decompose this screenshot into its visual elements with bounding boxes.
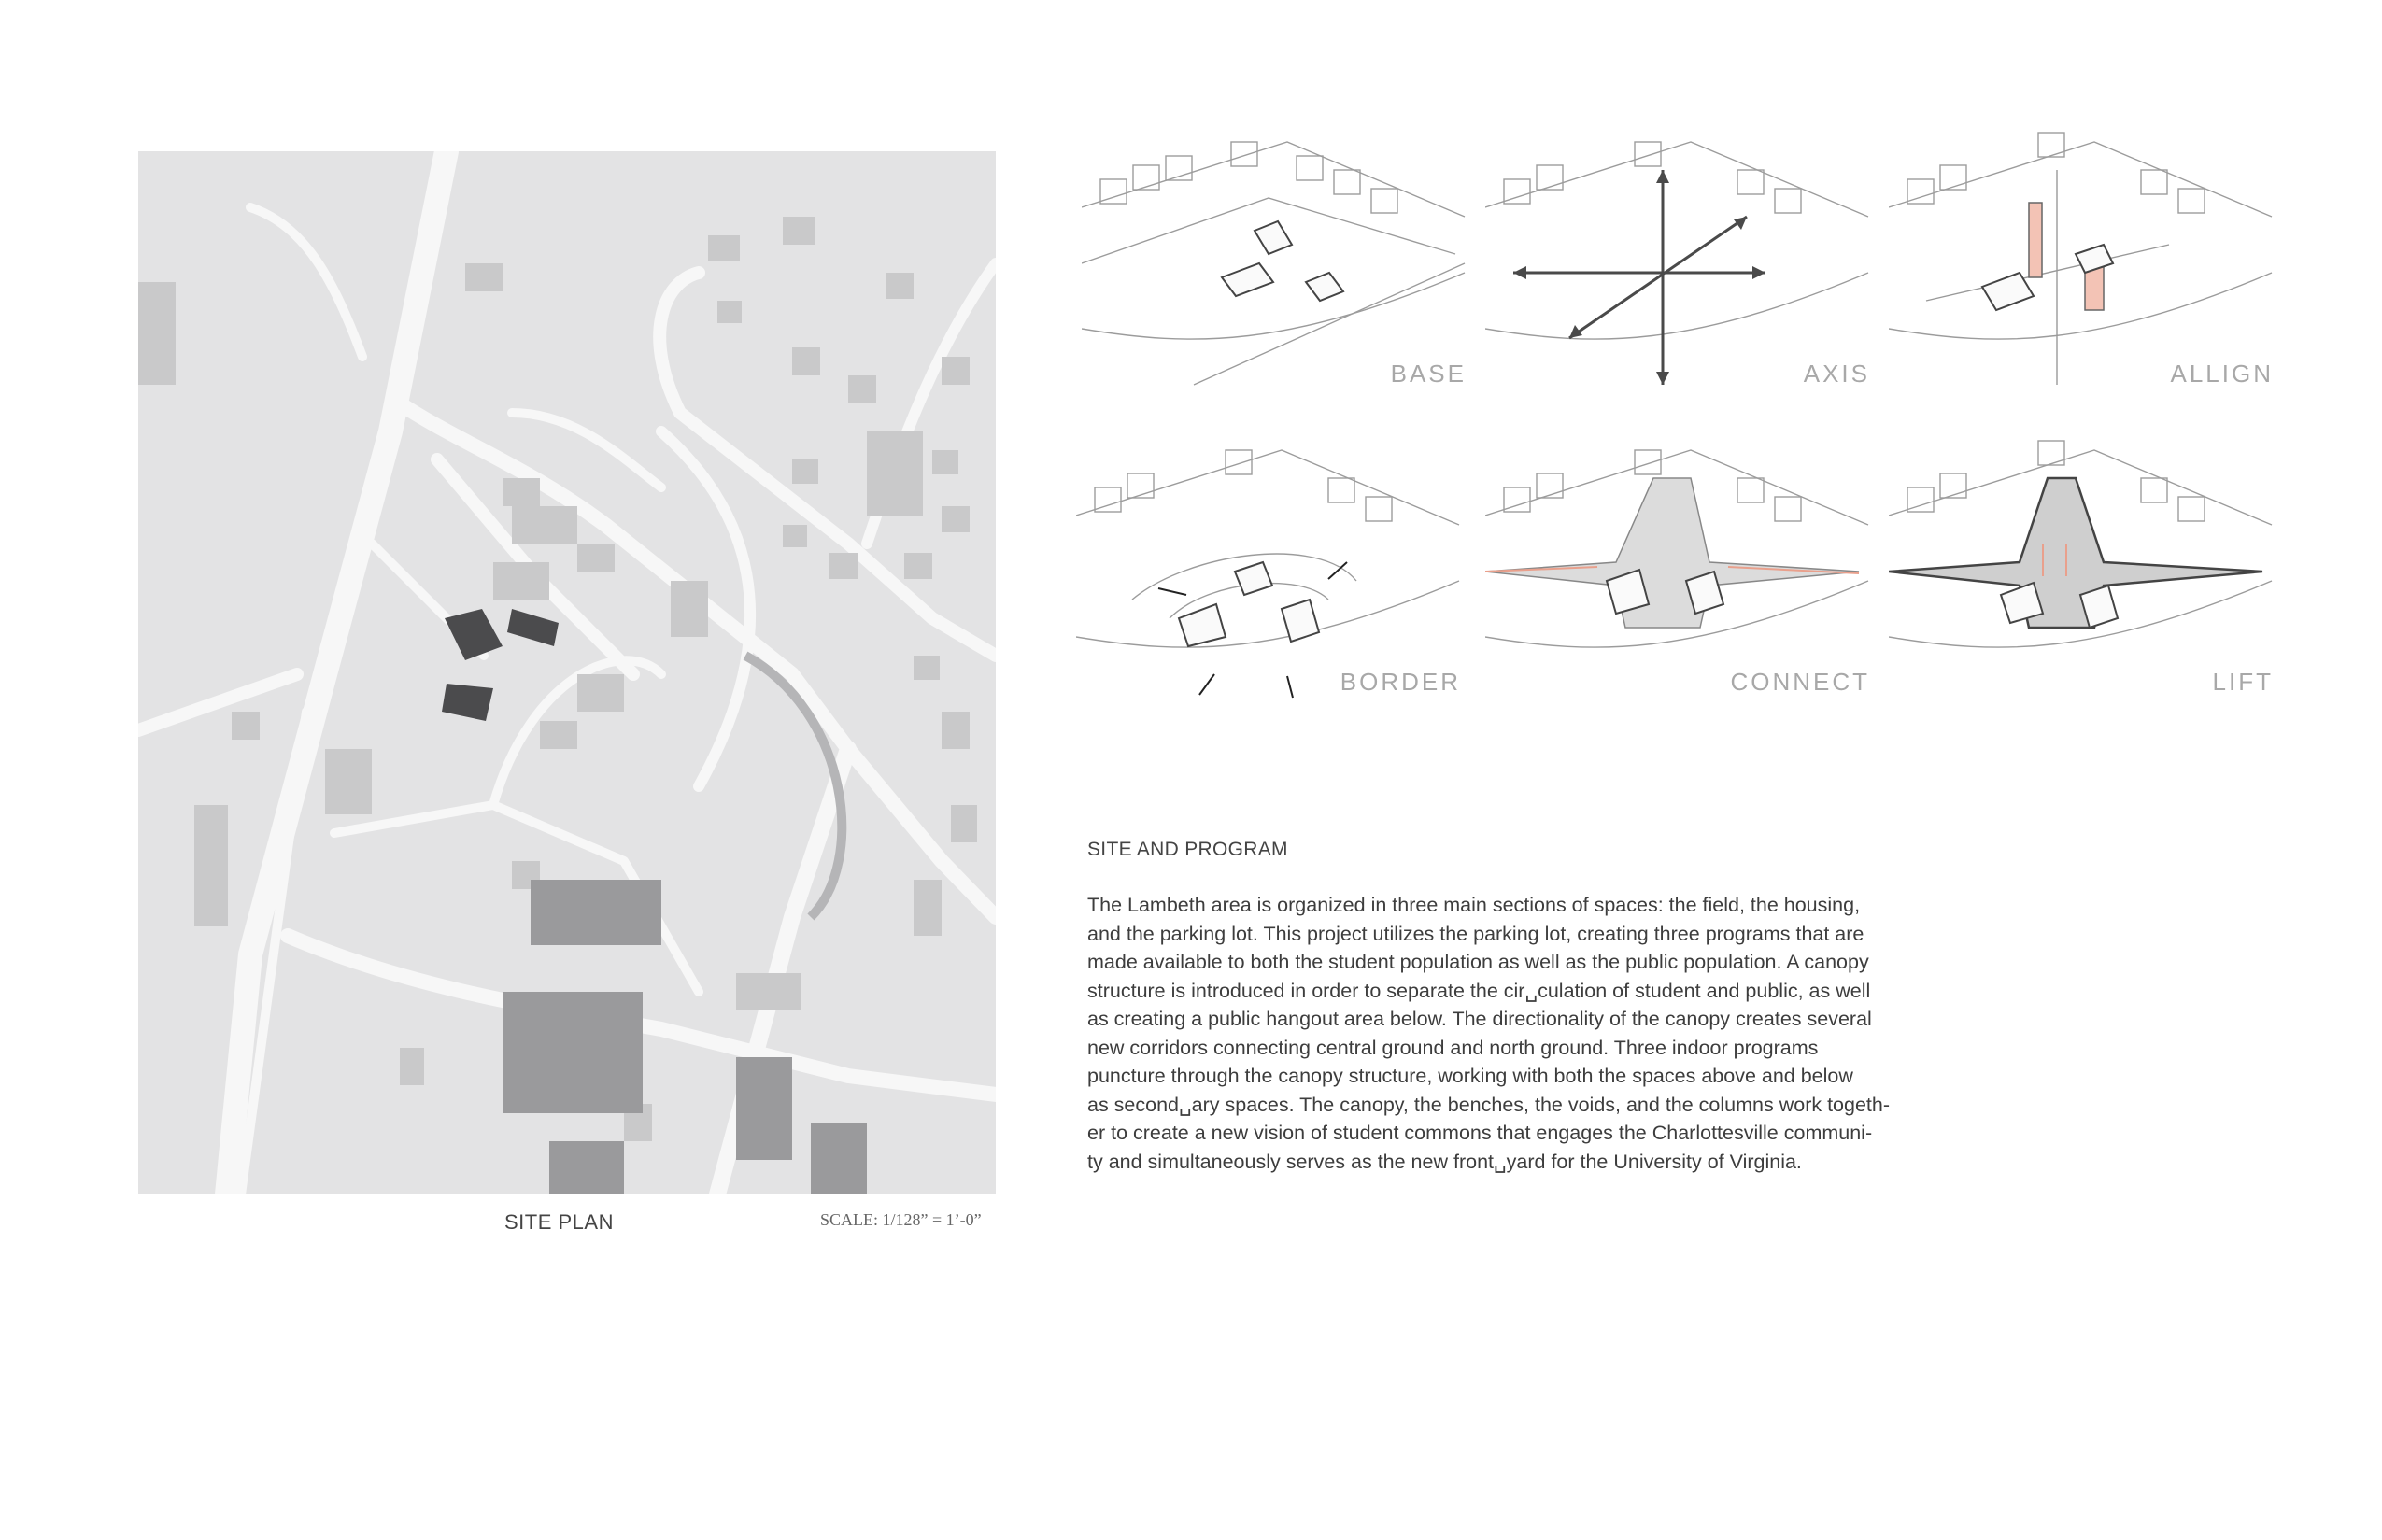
diagram-label-axis: AXIS [1803,360,1870,388]
site-and-program-section [1087,839,1947,1176]
diagram-allign [1889,114,2281,394]
diagram-base [1082,114,1474,394]
diagram-lift [1889,422,2281,702]
site-plan-scale: SCALE: 1/128” = 1’-0” [820,1210,982,1229]
site-plan-map [138,151,996,1194]
diagram-axis [1485,114,1878,394]
diagram-border [1076,422,1468,702]
diagram-label-lift: LIFT [2212,668,2274,696]
diagram-label-allign: ALLIGN [2170,360,2274,388]
diagram-label-border: BORDER [1340,668,1461,696]
site-plan-title: SITE PLAN [504,1210,614,1234]
diagram-label-base: BASE [1390,360,1467,388]
diagram-label-connect: CONNECT [1730,668,1870,696]
section-body: The Lambeth area is organized in three main sections of spaces: the field, the housing, and the parking lot. This project utilizes the parking lot, creating three programs that are made available to both the student population as well as the public population. A canopy structure is introduced in order to separate the cir␣culation of student and public, as well as creating a public hangout area below. The directionality of the canopy creates several new corridors connecting central ground and north ground. Three indoor programs puncture through the canopy structure, working with both the spaces above and below as second␣ary spaces. The canopy, the benches, the voids, and the columns work togeth- er to create a new vision of student commons that engages the Charlottesville communi- ty and simultaneously serves as the new front␣yard for the University of Virginia. [1087,894,1891,1173]
section-heading: SITE AND PROGRAM [1087,839,1288,860]
diagram-connect [1485,422,1878,702]
